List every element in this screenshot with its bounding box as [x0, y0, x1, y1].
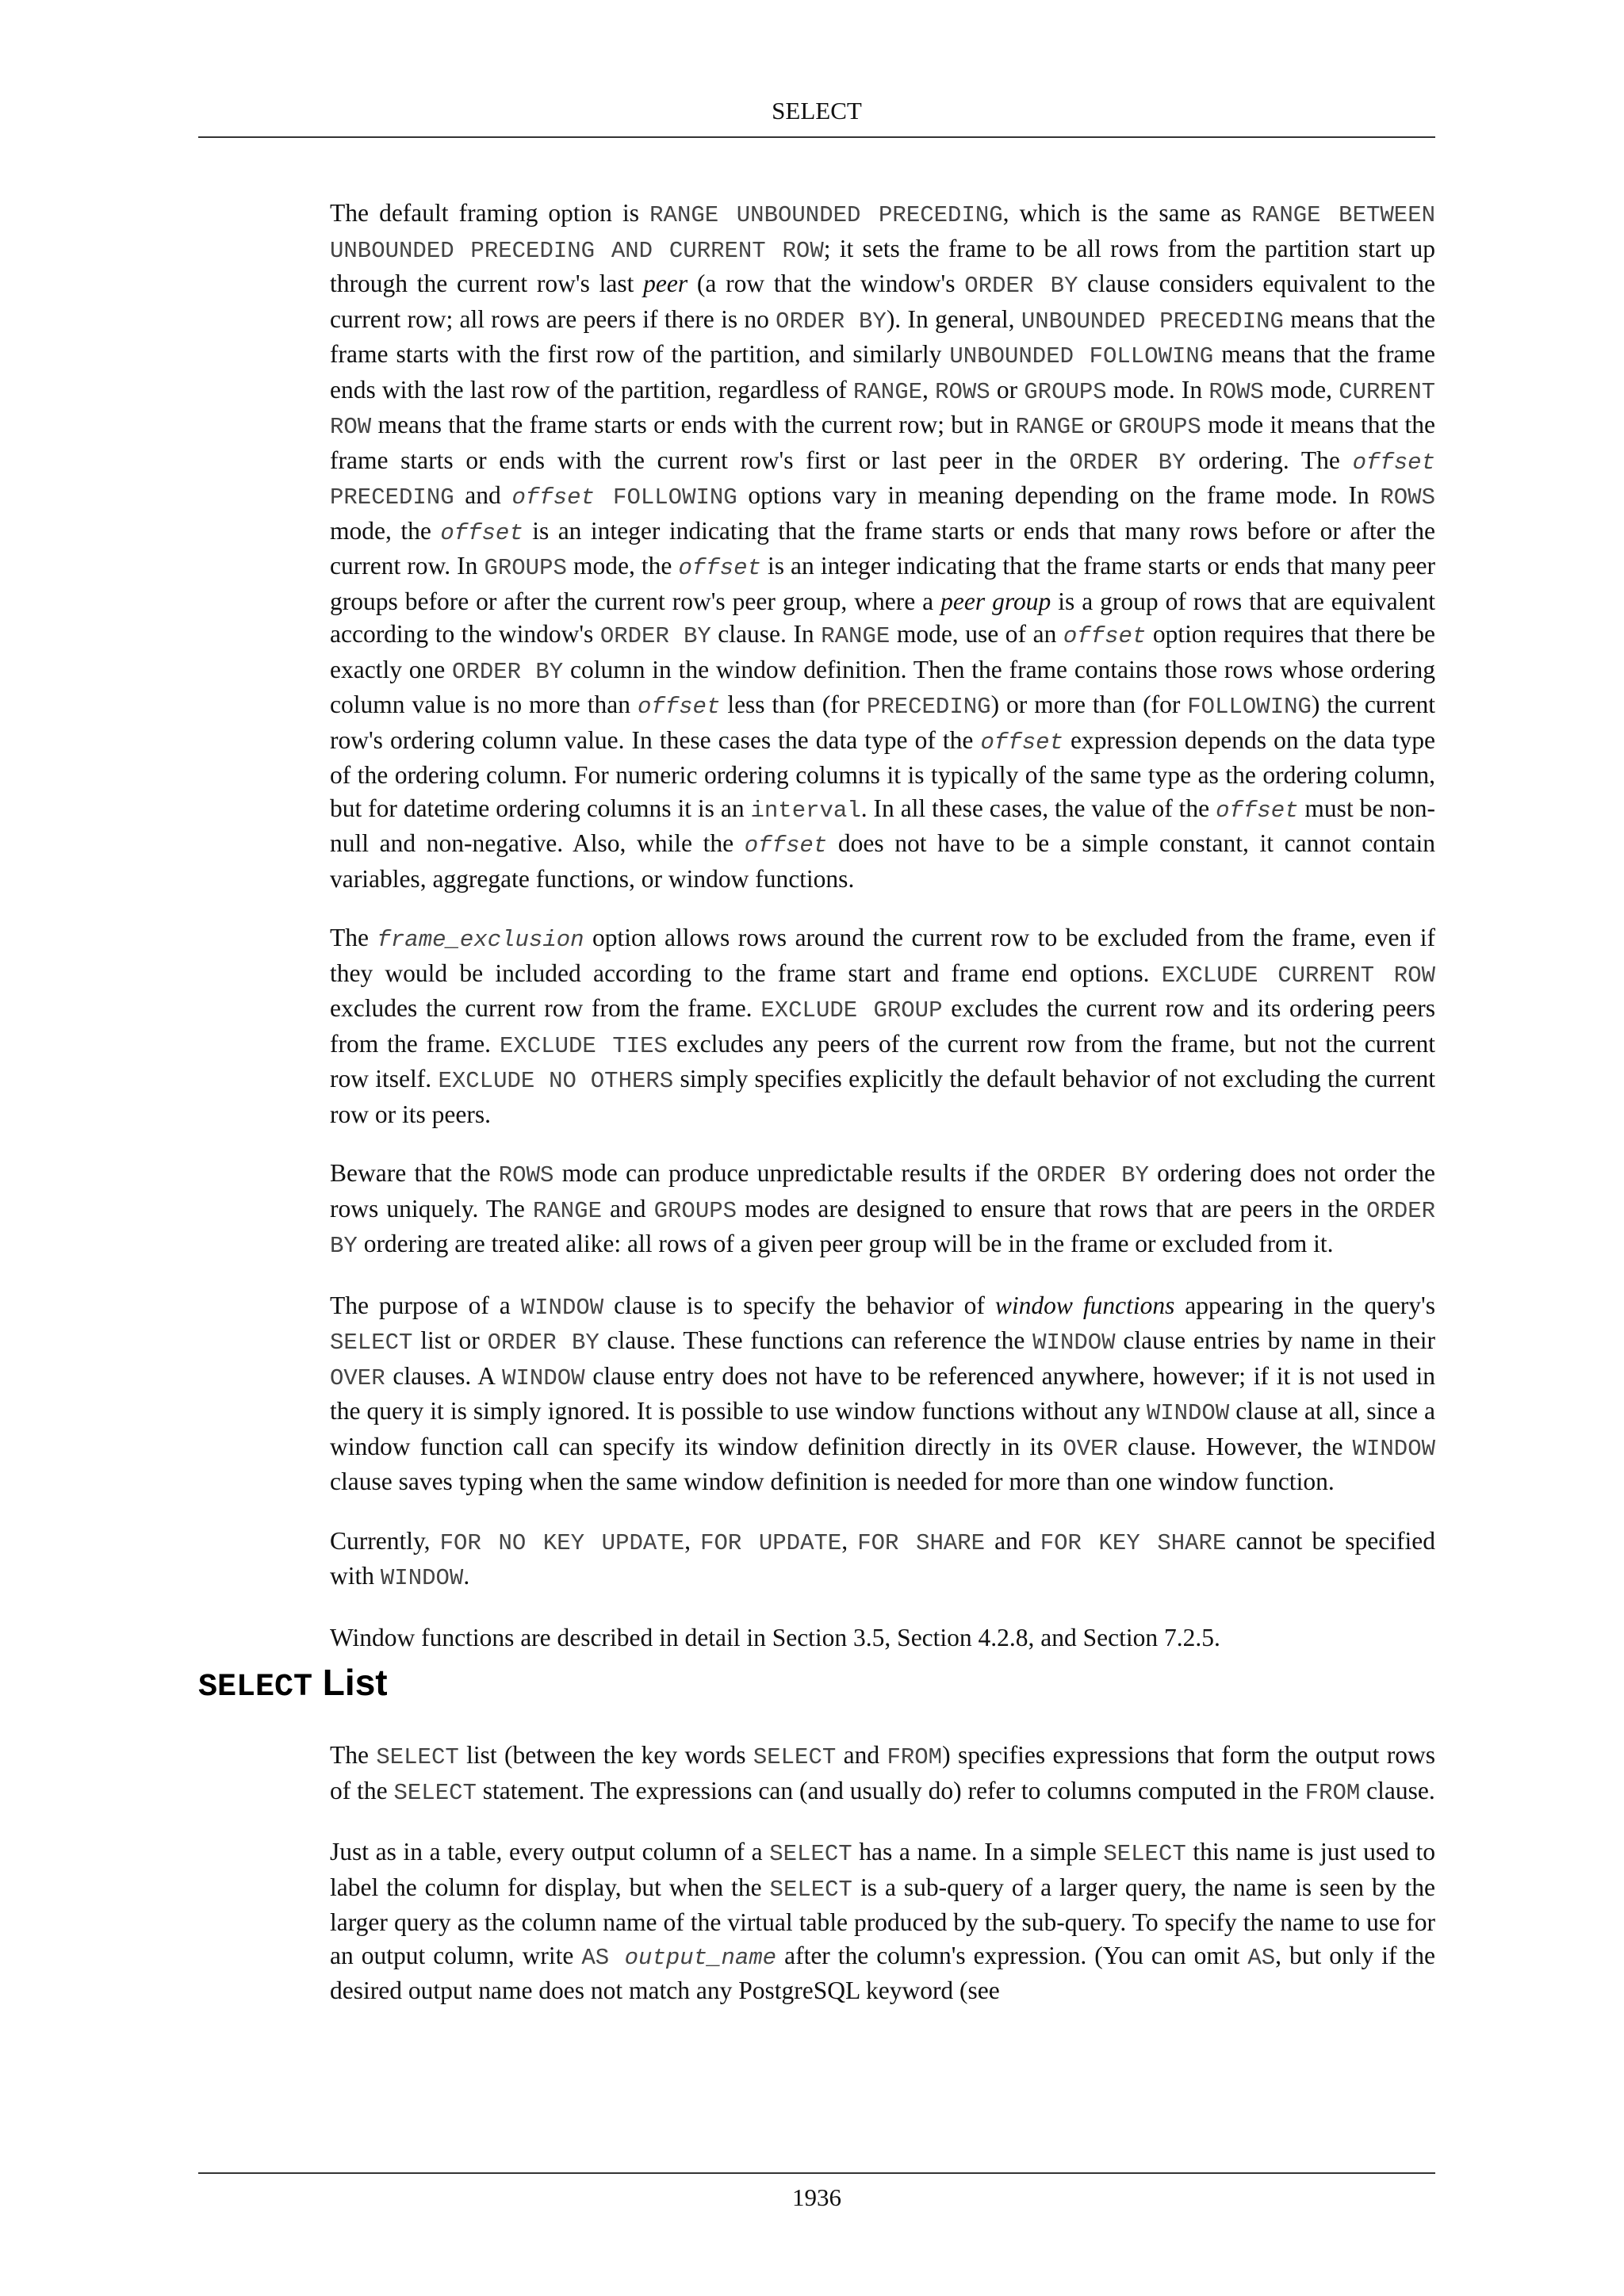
text-run: list or	[412, 1326, 488, 1354]
paragraph	[330, 1835, 1435, 2007]
text-run: modes are designed to ensure that rows that are peers in the	[737, 1194, 1366, 1223]
text-run: less than (for	[720, 691, 867, 718]
text-run: ; it sets the frame to be all rows from the partition start up through the current row's last	[330, 234, 1435, 297]
inline-code: WINDOW	[502, 1364, 585, 1391]
inline-code: ORDER BY	[1069, 449, 1186, 476]
text-run: options vary in meaning depending on the frame mode. In	[737, 481, 1381, 509]
text-run: means that the frame starts or ends with the current row; but in	[371, 411, 1016, 438]
inline-code: WINDOW	[1146, 1400, 1230, 1426]
inline-code: EXCLUDE TIES	[500, 1032, 668, 1059]
text-run: clause entries by name in their	[1115, 1326, 1436, 1354]
text-run: is a sub-query of a larger query, the name is seen by the larger query as the column name of the virtual table produced by the sub-query. To specify the name to use for an output column, write	[330, 1873, 1435, 1969]
page-number: 1936	[792, 2183, 841, 2211]
text-run: is an integer indicating that the frame starts or ends that many peer groups before or after the current row's peer group, where a	[330, 552, 1436, 615]
text-run: ordering are treated alike: all rows of a given peer group will be in the frame or excluded from it.	[357, 1230, 1334, 1257]
text-run: clause saves typing when the same window definition is needed for more than one window function.	[330, 1468, 1335, 1495]
text-run: expression depends on the data type of the ordering column. For numeric ordering columns it is typically of the same type as the ordering column, but for datetime ordering columns it is an	[330, 725, 1435, 822]
page-content	[198, 197, 1436, 2007]
text-run: must be non-null and non-negative. Also, while the	[330, 794, 1436, 857]
inline-code: EXCLUDE GROUP	[760, 997, 943, 1024]
inline-code: ORDER BY	[1036, 1162, 1149, 1188]
inline-code: SELECT	[393, 1779, 477, 1806]
replaceable-term: offset	[511, 484, 595, 511]
inline-code: RANGE UNBOUNDED PRECEDING	[649, 202, 1003, 228]
inline-code: FOR UPDATE	[700, 1529, 842, 1556]
text-run: excludes any peers of the current row from the frame, but not the current row itself.	[330, 1029, 1435, 1093]
inline-code: ORDER BY	[599, 623, 711, 649]
text-run: The	[330, 1741, 377, 1769]
text-run: list (between the key words	[458, 1741, 753, 1769]
text-run: or	[990, 375, 1025, 404]
text-run: and	[836, 1741, 887, 1769]
inline-code: ORDER BY	[776, 308, 887, 335]
text-run: cannot be specified with	[330, 1526, 1435, 1590]
inline-code: AS	[1247, 1944, 1276, 1971]
text-run: Just as in a table, every output column of a	[330, 1838, 770, 1866]
inline-code: GROUPS	[1118, 414, 1201, 440]
text-run: The purpose of a	[330, 1291, 521, 1319]
text-run: clause entry does not have to be referenced anywhere, however; if it is not used in the query it is simply ignored. It is possible to use window functions without any	[330, 1361, 1435, 1425]
inline-code: RANGE	[852, 378, 922, 405]
inline-code: PRECEDING	[866, 694, 991, 720]
text-run: , but only if the desired output name does not match any PostgreSQL keyword (see	[330, 1941, 1435, 2004]
text-run: mode can produce unpredictable results if the	[553, 1159, 1037, 1187]
inline-code: ORDER BY	[330, 1197, 1436, 1259]
section-heading-keyword: SELECT	[198, 1670, 313, 1705]
inline-code: WINDOW	[380, 1565, 464, 1591]
inline-code: FOR KEY SHARE	[1040, 1529, 1227, 1556]
text-run: has a name. In a simple	[852, 1838, 1104, 1866]
inline-code: FOLLOWING	[594, 484, 737, 511]
text-run: and	[985, 1526, 1040, 1555]
inline-code: ROWS	[498, 1162, 554, 1188]
text-run: mode, the	[330, 516, 441, 545]
inline-code: PRECEDING	[330, 484, 454, 511]
text-run: option requires that there be exactly one	[330, 620, 1435, 683]
inline-code: GROUPS	[484, 555, 567, 581]
text-run: .	[463, 1562, 470, 1590]
inline-code: SELECT	[330, 1330, 413, 1356]
inline-code: FOR NO KEY UPDATE	[439, 1529, 685, 1556]
text-run: or	[1084, 411, 1119, 438]
replaceable-term: output_name	[624, 1944, 777, 1971]
text-run: mode. In	[1106, 375, 1209, 404]
text-run: appearing in the query's	[1174, 1291, 1435, 1319]
text-run: column in the window definition. Then the frame contains those rows whose ordering column value is no more than	[330, 655, 1435, 718]
inline-code: UNBOUNDED FOLLOWING	[949, 343, 1214, 369]
section-heading	[198, 1660, 1435, 1710]
inline-code: OVER	[1063, 1435, 1118, 1462]
inline-code: FROM	[1304, 1779, 1361, 1806]
inline-code: RANGE BETWEEN UNBOUNDED PRECEDING AND CURRENT ROW	[330, 202, 1436, 264]
text-run: excludes the current row from the frame.	[330, 994, 761, 1022]
inline-code: AS	[581, 1944, 625, 1971]
replaceable-term: offset	[678, 555, 761, 581]
inline-code: GROUPS	[653, 1197, 737, 1224]
text-run: and	[454, 481, 512, 509]
inline-code: FROM	[887, 1744, 943, 1770]
inline-code: WINDOW	[1032, 1330, 1116, 1356]
replaceable-term: offset	[980, 729, 1063, 756]
text-run: means that the frame starts with the first row of the partition, and similarly	[330, 304, 1435, 368]
inline-code: RANGE	[532, 1197, 602, 1224]
text-run: clause at all, since a window function call can specify its window definition directly in its	[330, 1397, 1435, 1460]
paragraph	[330, 1525, 1435, 1595]
inline-code: ROWS	[935, 378, 990, 405]
inline-code: ROWS	[1380, 484, 1435, 511]
paragraph	[330, 1621, 1435, 1655]
text-run: ordering. The	[1185, 446, 1353, 474]
replaceable-term: offset	[637, 694, 721, 720]
emphasized-term: peer	[643, 270, 688, 297]
inline-code: WINDOW	[1352, 1435, 1436, 1462]
text-run: clauses. A	[385, 1361, 503, 1390]
inline-code: CURRENT ROW	[330, 378, 1436, 440]
inline-code: ORDER BY	[964, 273, 1078, 299]
text-run: is a group of rows that are equivalent according to the window's	[330, 587, 1435, 648]
text-run: ) the current row's ordering column value. In these cases the data type of the	[330, 691, 1436, 754]
paragraph	[330, 1157, 1435, 1263]
text-run: ) specifies expressions that form the output rows of the	[330, 1741, 1435, 1804]
replaceable-term: offset	[744, 832, 828, 859]
text-run: this name is just used to label the column for display, but when the	[330, 1838, 1435, 1901]
running-header: SELECT	[772, 97, 862, 124]
emphasized-term: peer group	[940, 587, 1051, 615]
window-clause-paragraphs	[330, 197, 1435, 1654]
inline-code: RANGE	[821, 623, 891, 649]
text-run: , which is the same as	[1002, 199, 1252, 227]
paragraph	[330, 1739, 1435, 1809]
text-run: mode,	[1263, 375, 1339, 404]
inline-code: GROUPS	[1024, 378, 1107, 405]
paragraph	[330, 1289, 1435, 1498]
text-run: (a row that the window's	[688, 270, 965, 297]
text-run: ,	[922, 375, 936, 404]
text-run: option allows rows around the current row to be excluded from the frame, even if they would be included according to the frame start and frame end options.	[330, 924, 1435, 987]
select-list-paragraphs	[330, 1739, 1435, 2007]
replaceable-term: frame_exclusion	[377, 927, 584, 953]
text-run: after the column's expression. (You can omit	[776, 1941, 1248, 1969]
text-run: ) or more than (for	[990, 691, 1188, 718]
text-run: Window functions are described in detail in Section 3.5, Section 4.2.8, and Section 7.2.5.	[330, 1623, 1220, 1651]
text-run: The	[330, 924, 377, 951]
replaceable-term: offset	[1352, 449, 1435, 476]
text-run: Beware that the	[330, 1159, 499, 1187]
text-run: ordering does not order the rows uniquely. The	[330, 1159, 1435, 1223]
footer-rule	[198, 2172, 1435, 2174]
text-run: clause. However, the	[1117, 1432, 1353, 1460]
inline-code: SELECT	[376, 1744, 459, 1770]
inline-code: FOR SHARE	[857, 1529, 986, 1556]
paragraph	[330, 197, 1435, 895]
inline-code: EXCLUDE CURRENT ROW	[1161, 962, 1435, 989]
text-run: means that the frame ends with the last row of the partition, regardless of	[330, 340, 1435, 404]
header-rule	[198, 136, 1435, 138]
inline-code: OVER	[330, 1364, 385, 1391]
inline-code: SELECT	[753, 1744, 837, 1770]
text-run: clause is to specify the behavior of	[603, 1291, 995, 1319]
text-run: Currently,	[330, 1526, 440, 1555]
inline-code: SELECT	[769, 1876, 852, 1903]
inline-code: interval	[750, 797, 861, 824]
text-run: . In all these cases, the value of the	[860, 794, 1216, 822]
text-run: mode it means that the frame starts or ends with the current row's first or last peer in the	[330, 411, 1435, 474]
text-run: simply specifies explicitly the default behavior of not excluding the current row or its peers.	[330, 1065, 1435, 1128]
text-run: mode, use of an	[890, 620, 1063, 648]
inline-code: ROWS	[1208, 378, 1264, 405]
inline-code: RANGE	[1015, 414, 1085, 440]
text-run: ,	[684, 1526, 701, 1555]
inline-code: SELECT	[1103, 1841, 1186, 1867]
paragraph	[330, 921, 1435, 1131]
text-run: does not have to be a simple constant, it cannot contain variables, aggregate functions, or window functions.	[330, 829, 1435, 893]
inline-code: WINDOW	[520, 1294, 604, 1321]
inline-code: UNBOUNDED PRECEDING	[1021, 308, 1284, 335]
replaceable-term: offset	[1063, 623, 1147, 649]
inline-code: ORDER BY	[452, 658, 564, 685]
text-run: is an integer indicating that the frame starts or ends that many rows before or after the current row. In	[330, 516, 1436, 580]
text-run: excludes the current row and its ordering peers from the frame.	[330, 994, 1435, 1058]
text-run: and	[601, 1194, 654, 1223]
emphasized-term: window functions	[994, 1291, 1175, 1319]
text-run: clause.	[1360, 1776, 1435, 1804]
text-run: ,	[841, 1526, 858, 1555]
section-heading-title: List	[312, 1662, 388, 1703]
inline-code: SELECT	[769, 1841, 852, 1867]
text-run: The default framing option is	[330, 199, 650, 227]
text-run: clause. In	[710, 620, 822, 648]
text-run: clause. These functions can reference the	[599, 1326, 1033, 1354]
inline-code: ORDER BY	[487, 1330, 599, 1356]
inline-code: FOLLOWING	[1187, 694, 1312, 720]
text-run: mode, the	[566, 552, 679, 580]
inline-code: EXCLUDE NO OTHERS	[438, 1068, 674, 1094]
replaceable-term: offset	[440, 519, 523, 546]
text-run: statement. The expressions can (and usually do) refer to columns computed in the	[476, 1776, 1305, 1804]
text-run: clause considers equivalent to the current row; all rows are peers if there is no	[330, 270, 1436, 333]
text-run: ). In general,	[886, 304, 1021, 333]
replaceable-term: offset	[1216, 797, 1299, 824]
